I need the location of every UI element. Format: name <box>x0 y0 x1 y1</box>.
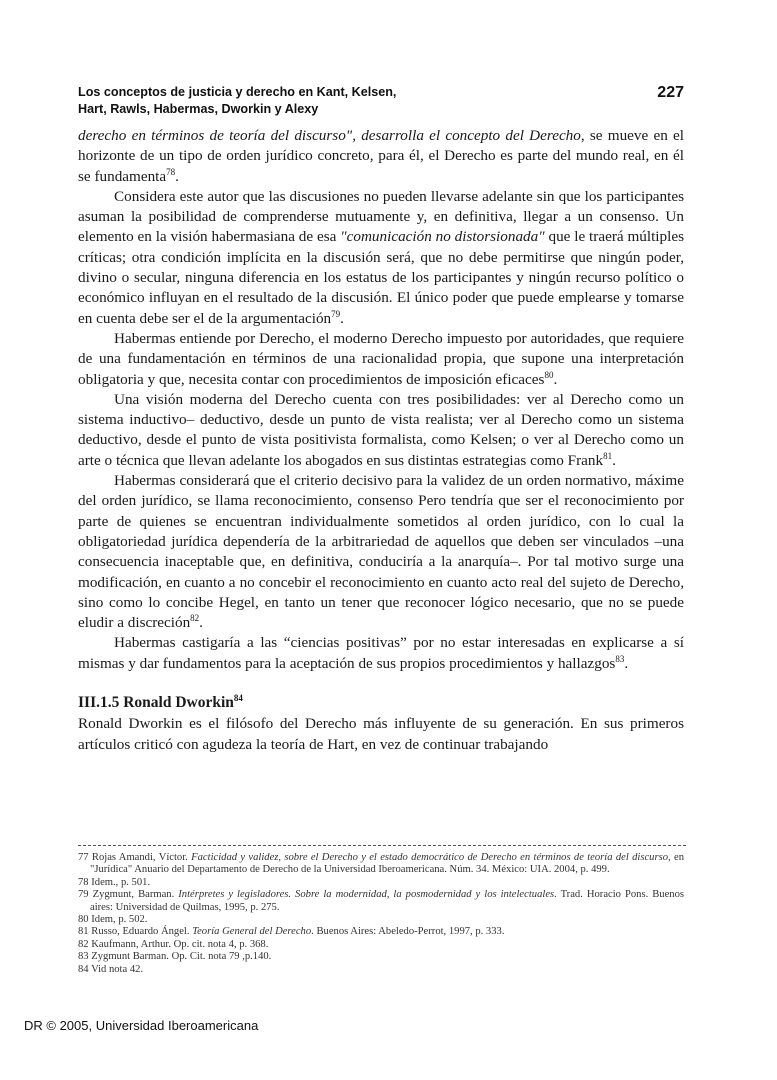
body-text <box>78 126 684 755</box>
footnote-79: 79 Zygmunt, Barman. Intérpretes y legisladores. Sobre la modernidad, la posmodernidad y los intelectuales. Trad. Horacio Pons. Buenos aires: Universidad de Quilmas, 1995, p. 275. <box>78 889 684 913</box>
section-heading: III.1.5 Ronald Dworkin$^{84}$ <box>78 693 243 712</box>
footnote-84: 84 Vid nota 42. <box>78 963 144 975</box>
footnote-83: 83 Zygmunt Barman. Op. Cit. nota 79 ,p.140. <box>78 951 272 963</box>
paragraph-3: Habermas entiende por Derecho, el moderno Derecho impuesto por autoridades, que requiere de una fundamentación en términos de una racionalidad propia, que supone una interpretación obligatoria y que, necesita contar con procedimientos de imposición eficaces$^{80}$. <box>78 329 684 388</box>
footnote-ref-78[interactable]: 78 <box>166 166 176 177</box>
paragraph-6: Habermas castigaría a las “ciencias positivas” por no estar interesadas en explicarse a sí mismas y dar fundamentos para la aceptación de sus propios procedimientos y hallazgos$^{83}$. <box>78 634 684 672</box>
footnote-77: 77 Rojas Amandi, Víctor. Facticidad y validez, sobre el Derecho y el estado democrático de Derecho en términos de teoría del discurso, en "Jurídica" Anuario del Departamento de Derecho de la Universidad Iberoamericana. Núm. 34. México: UIA. 2004, p. 499. <box>78 852 684 876</box>
footnote-ref-83[interactable]: 83 <box>615 653 625 664</box>
paragraph-5: Habermas considerará que el criterio decisivo para la validez de un orden normativo, máxime del orden jurídico, se llama reconocimiento, consenso Pero tendría que ser el reconocimiento por parte de quienes se encuentran individualmente sometidos al orden jurídico, con lo cual la obligatoriedad jurídica dependería de la arbitrariedad de aquellos que deben ser vinculados –una consecuencia inaceptable que, en definitiva, conduciría a la anarquía–. Por tal motivo surge una modificación, en cuanto a no concebir el reconocimiento en cuanto acto real del sujeto de Derecho, sino como lo concibe Hegel, en tanto un tener que reconocer lógico necesario, que no se puede eludir a discreción$^{82}$. <box>78 472 684 632</box>
paragraph-1: derecho en términos de teoría del discurso", desarrolla el concepto del Derecho, se mueve en el horizonte de un tipo de orden jurídico concreto, para él, el Derecho es parte del mundo real, en él se fundamenta$^{78}$. <box>78 127 684 185</box>
running-head <box>78 84 684 118</box>
footnotes <box>78 852 684 976</box>
footnote-ref-80[interactable]: 80 <box>544 369 554 380</box>
footnote-82: 82 Kaufmann, Arthur. Op. cit. nota 4, p. 368. <box>78 938 269 950</box>
footnote-80: 80 Idem, p. 502. <box>78 914 148 926</box>
italic-phrase: derecho en términos de teoría del discurso", desarrolla el concepto del Derecho <box>78 127 581 144</box>
footnote-81: 81 Russo, Eduardo Ángel. Teoría General del Derecho. Buenos Aires: Abeledo-Perrot, 1997, p. 333. <box>78 926 505 938</box>
page-number: 227 <box>657 84 684 101</box>
paragraph-7: Ronald Dworkin es el filósofo del Derecho más influyente de su generación. En sus primeros artículos criticó con agudeza la teoría de Hart, en vez de continuar trabajando <box>78 715 684 753</box>
footnote-ref-79[interactable]: 79 <box>331 308 341 319</box>
running-head-line-2: Hart, Rawls, Habermas, Dworkin y Alexy <box>78 102 319 116</box>
copyright-footer: DR © 2005, Universidad Iberoamericana <box>24 1018 259 1033</box>
italic-phrase: "comunicación no distorsionada" <box>340 228 545 246</box>
footnote-ref-81[interactable]: 81 <box>603 450 613 461</box>
paragraph-2: Considera este autor que las discusiones no pueden llevarse adelante sin que los participantes asuman la posibilidad de comprenderse mutuamente y, en definitiva, llegar a un consenso. Un elemento en la visión habermasiana de esa "comunicación no distorsionada" que le traerá múltiples críticas; otra condición implícita en la discusión será, que no debe permitirse que ningún poder, divino o secular, ninguna diferencia en los estatus de los participantes y ningún recurso político o económico influyan en el resultado de la discusión. El único poder que puede emplearse y tomarse en cuenta debe ser el de la argumentación$^{79}$. <box>78 187 684 327</box>
running-head-line-1: Los conceptos de justicia y derecho en Kant, Kelsen, <box>78 85 397 99</box>
footnote-ref-82[interactable]: 82 <box>190 613 200 624</box>
footnote-ref-84[interactable]: 84 <box>233 693 243 704</box>
paragraph-4: Una visión moderna del Derecho cuenta con tres posibilidades: ver al Derecho como un sistema inductivo– deductivo, desde un punto de vista realista; ver al Derecho como un sistema deductivo, desde el punto de vista positivista formalista, como Kelsen; o ver al Derecho como un arte o técnica que llevan adelante los abogados en sus distintas estrategias como Frank$^{81}$. <box>78 390 684 469</box>
footnote-separator <box>78 845 686 846</box>
footnote-78: 78 Idem., p. 501. <box>78 876 151 888</box>
